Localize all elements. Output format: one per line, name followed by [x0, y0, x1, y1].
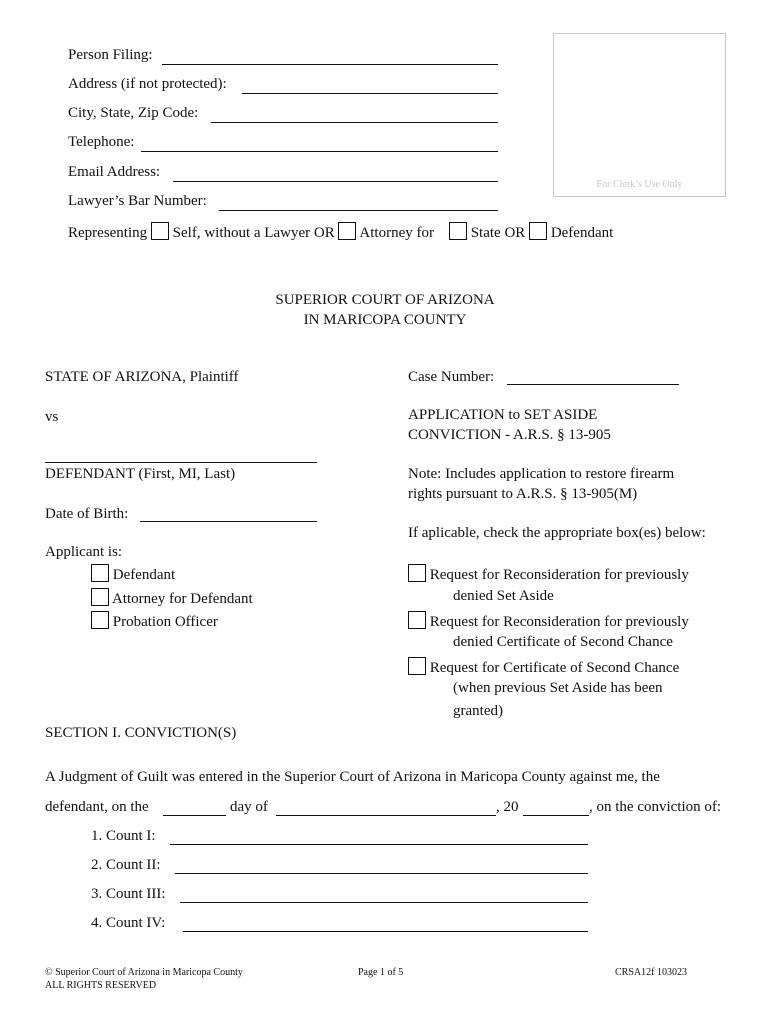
defendant-rep-checkbox[interactable]: [529, 222, 547, 240]
telephone-label: Telephone:: [68, 134, 135, 150]
person-filing-label: Person Filing:: [68, 47, 153, 63]
reconsideration-certificate-row: [408, 611, 689, 631]
self-label: Self, without a Lawyer OR: [172, 225, 335, 241]
count-1-field[interactable]: [170, 844, 588, 845]
bar-number-field[interactable]: [219, 210, 498, 211]
court-name: SUPERIOR COURT OF ARIZONA: [275, 292, 495, 308]
dob-field[interactable]: [140, 521, 317, 522]
day-of-label: day of: [230, 799, 268, 815]
count-2-label: 2. Count II:: [91, 857, 161, 873]
reconsideration-set-aside-checkbox[interactable]: [408, 564, 426, 582]
reconsideration-set-aside-row: [408, 564, 689, 584]
representing-label: Representing: [68, 225, 148, 241]
attorney-for-checkbox[interactable]: [338, 222, 356, 240]
court-county: IN MARICOPA COUNTY: [303, 312, 467, 328]
count-2-field[interactable]: [175, 873, 588, 874]
certificate-second-chance-line2: (when previous Set Aside has been: [453, 680, 663, 696]
firearm-note-line1: Note: Includes application to restore firearm: [408, 466, 675, 482]
application-title-line2: CONVICTION - A.R.S. § 13-905: [408, 427, 611, 443]
applicant-option-row: [91, 611, 218, 631]
clerk-use-box: [553, 33, 726, 197]
count-3-label: 3. Count III:: [91, 886, 166, 902]
if-applicable-label: If aplicable, check the appropriate box(es) below:: [408, 525, 706, 541]
vs-label: vs: [45, 409, 59, 425]
representing-row: [68, 222, 613, 242]
count-4-field[interactable]: [183, 931, 588, 932]
person-filing-field[interactable]: [162, 64, 498, 65]
count-3-field[interactable]: [180, 902, 588, 903]
applicant-defendant-label: Defendant: [112, 567, 176, 583]
defendant-on-the-label: defendant, on the: [45, 799, 149, 815]
applicant-option-row: [91, 564, 175, 584]
state-label: State OR: [470, 225, 526, 241]
count-4-label: 4. Count IV:: [91, 915, 166, 931]
reconsideration-set-aside-label: Request for Reconsideration for previously: [429, 567, 689, 583]
city-state-zip-label: City, State, Zip Code:: [68, 105, 199, 121]
address-field[interactable]: [242, 93, 498, 94]
applicant-is-label: Applicant is:: [45, 544, 123, 560]
defendant-name-field[interactable]: [45, 462, 317, 463]
reconsideration-certificate-line2: denied Certificate of Second Chance: [453, 634, 673, 650]
footer-form-code: CRSA12f 103023: [615, 967, 687, 978]
on-conviction-label: , on the conviction of:: [589, 799, 722, 815]
applicant-option-row: [91, 588, 253, 608]
day-field[interactable]: [163, 815, 226, 816]
clerk-use-label: For Clerk’s Use Only: [596, 179, 683, 190]
bar-number-label: Lawyer’s Bar Number:: [68, 193, 207, 209]
defendant-name-label: DEFENDANT (First, MI, Last): [45, 466, 236, 482]
applicant-attorney-checkbox[interactable]: [91, 588, 109, 606]
dob-label: Date of Birth:: [45, 506, 129, 522]
city-state-zip-field[interactable]: [211, 122, 498, 123]
reconsideration-certificate-label: Request for Reconsideration for previously: [429, 614, 689, 630]
section-heading: SECTION I. CONVICTION(S): [45, 725, 237, 741]
application-title-line1: APPLICATION to SET ASIDE: [408, 407, 598, 423]
applicant-probation-checkbox[interactable]: [91, 611, 109, 629]
self-checkbox[interactable]: [151, 222, 169, 240]
comma-20-label: , 20: [496, 799, 519, 815]
applicant-probation-label: Probation Officer: [112, 614, 218, 630]
reconsideration-certificate-checkbox[interactable]: [408, 611, 426, 629]
certificate-second-chance-line3: granted): [453, 703, 503, 719]
state-checkbox[interactable]: [449, 222, 467, 240]
plaintiff-label: STATE OF ARIZONA, Plaintiff: [45, 369, 239, 385]
footer-rights: ALL RIGHTS RESERVED: [45, 980, 157, 991]
telephone-field[interactable]: [141, 151, 498, 152]
address-label: Address (if not protected):: [68, 76, 227, 92]
case-number-label: Case Number:: [408, 369, 495, 385]
case-number-field[interactable]: [507, 384, 679, 385]
applicant-defendant-checkbox[interactable]: [91, 564, 109, 582]
firearm-note-line2: rights pursuant to A.R.S. § 13-905(M): [408, 486, 638, 502]
reconsideration-set-aside-line2: denied Set Aside: [453, 588, 554, 604]
footer-page-number: Page 1 of 5: [358, 967, 404, 978]
judgment-text-line1: A Judgment of Guilt was entered in the Superior Court of Arizona in Maricopa County against me, the: [45, 769, 660, 785]
certificate-second-chance-checkbox[interactable]: [408, 657, 426, 675]
attorney-for-label: Attorney for: [359, 225, 434, 241]
year-field[interactable]: [523, 815, 589, 816]
month-field[interactable]: [276, 815, 496, 816]
certificate-second-chance-row: [408, 657, 679, 677]
certificate-second-chance-label: Request for Certificate of Second Chance: [429, 660, 680, 676]
email-field[interactable]: [173, 181, 498, 182]
applicant-attorney-label: Attorney for Defendant: [111, 591, 253, 607]
email-label: Email Address:: [68, 164, 161, 180]
footer-copyright: © Superior Court of Arizona in Maricopa County: [45, 967, 243, 978]
defendant-rep-label: Defendant: [550, 225, 614, 241]
count-1-label: 1. Count I:: [91, 828, 156, 844]
